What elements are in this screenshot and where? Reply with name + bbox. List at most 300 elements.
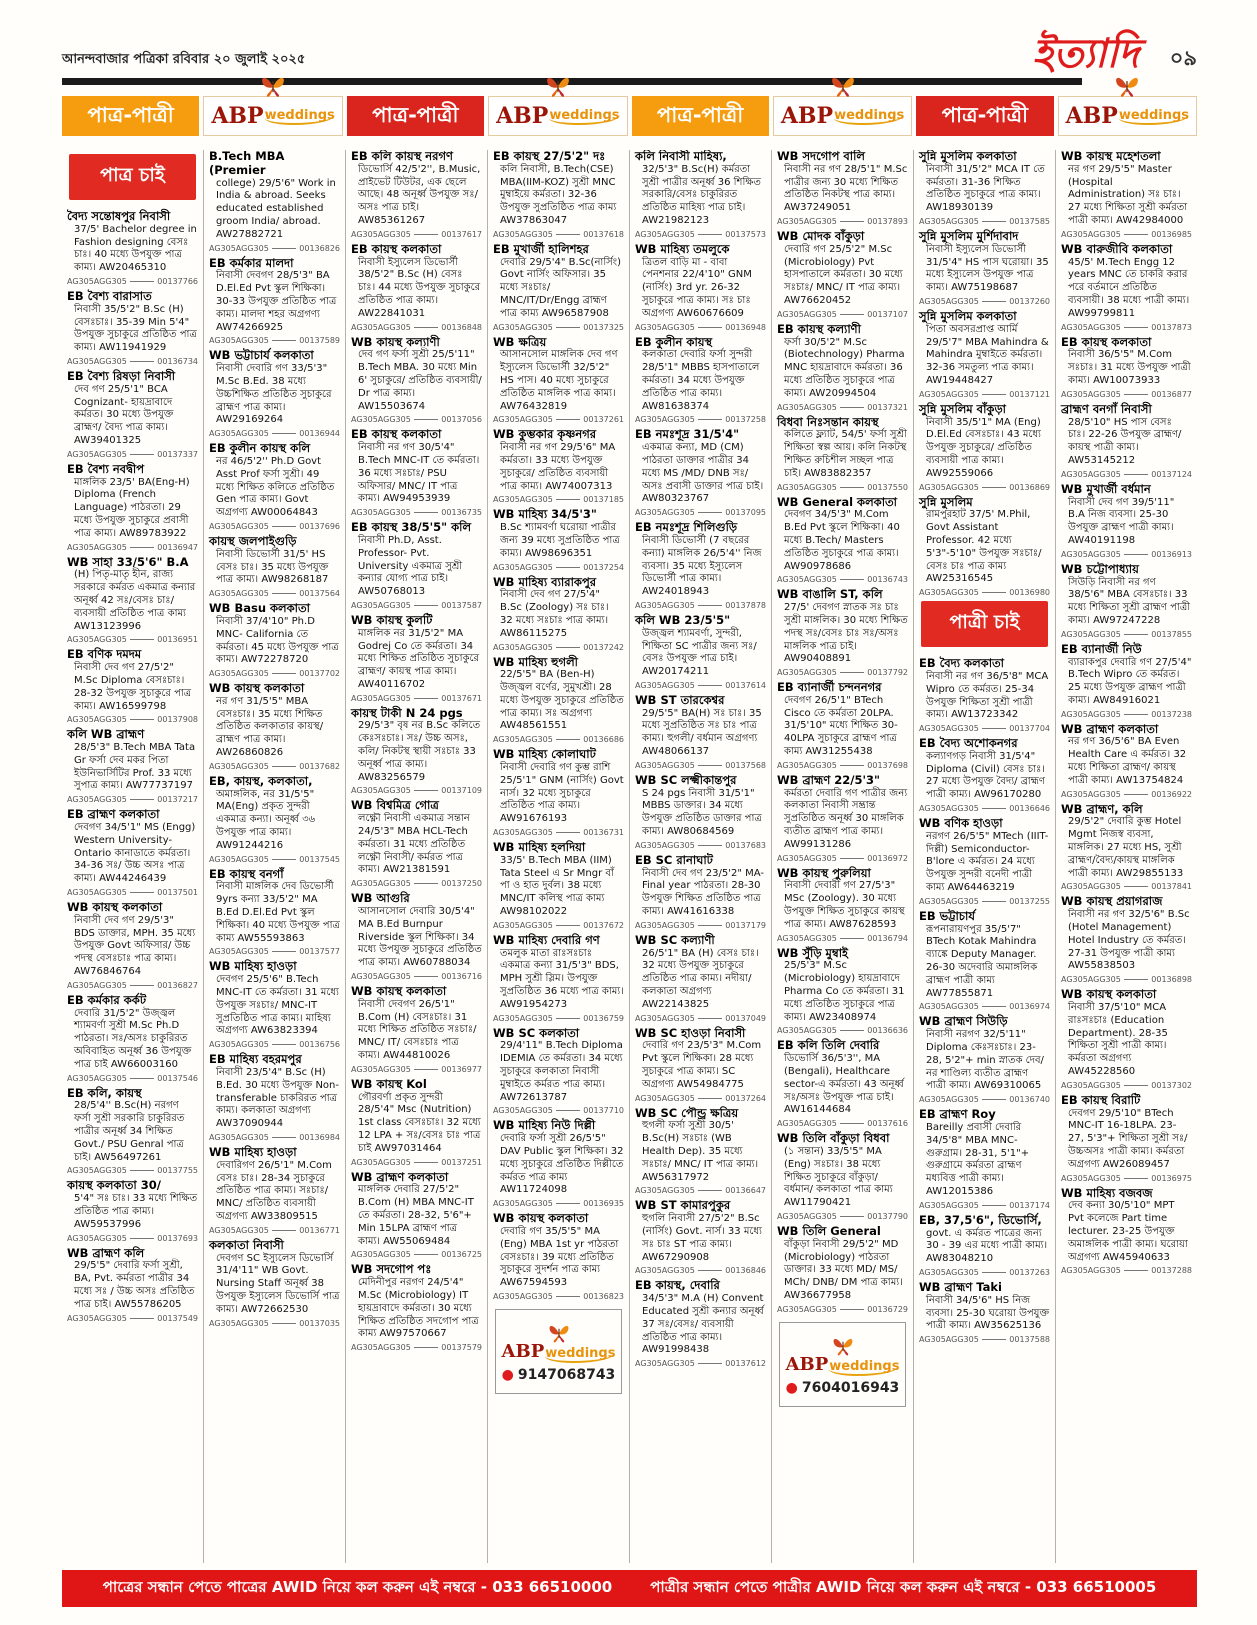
ad-code-rule: [1124, 474, 1148, 475]
ad-code-line: [351, 1065, 482, 1074]
ad-code-number: 00137617: [441, 229, 482, 239]
ad-code-line: [1061, 710, 1192, 719]
bullet-icon: ●: [501, 1366, 514, 1383]
ad-body: নিবাসী দেবারি গণ 33/5'3" M.Sc B.Ed. 38 মধ্যে উচ্চশিক্ষিত প্রতিষ্ঠিত সুচাকুরে ব্রাহ্মণ পাত্র কাম্য। AW29169264: [216, 363, 332, 426]
abp-weddings-text: weddings: [264, 107, 335, 123]
ad-code-prefix: AG305AGG305: [67, 1313, 127, 1323]
ad-body: নিবাসী নর গণ 32/5'6" B.Sc (Hotel Management) Hotel Industry তে কর্মরত। 27-31 উপযুক্ত পাত্রী কাম্য AW55838503: [1068, 909, 1190, 972]
ad-code-number: 00136823: [583, 1291, 624, 1301]
ad-code-prefix: AG305AGG305: [777, 933, 837, 943]
ad-body: দেবগণ SC ইস্যুলেস ডিভোর্সি 31/4'11" WB Govt. Nursing Staff অনূর্ধ্ব 38 উপযুক্ত ইস্যুলেস ডিভোর্সি পাত্র কাম্য। AW72662530: [216, 1252, 340, 1315]
classified-ad: [777, 681, 908, 770]
ad-body: নিবাসী দেব গণ 29/5'3" BDS ডাক্তার, MPH. 35 মধ্যে উপযুক্ত Govt অফিসার/ উচ্চ পদস্থ বেসঃচাঃ পাত্র কাম্য। AW76846764: [74, 914, 196, 978]
ad-code-number: 00137263: [1009, 1267, 1050, 1277]
ad-code-rule: [1124, 634, 1148, 635]
ad-body: ত্রিতল বাড়ি মা - বাবা পেনশনার 22/4'10" GNM (নার্সিং) 3rd yr. 26-32 সুচাকুরে পাত্র কাম্য। সঃ চাঃ অগ্রগণ্য AW60676609: [642, 256, 752, 319]
ad-code-number: 00136898: [1151, 975, 1192, 985]
ad-heading: WB কায়স্থ কল্যাণী: [351, 334, 440, 349]
ad-code-number: 00136743: [867, 575, 908, 585]
ad-heading: WB কায়স্থ কলকাতা: [1061, 987, 1157, 1002]
ad-code-number: 00137095: [725, 508, 766, 518]
classified-ad: [635, 934, 766, 1023]
ad-body: নিবাসী মাঙ্গলিক দেব ডিভোর্সী 9yrs কন্যা 33/5'2" MA B.Ed D.El.Ed Pvt স্কুল শিক্ষিকা। 40 মধ্যে উপযুক্ত পাত্র কাম্য AW55593863: [216, 881, 340, 944]
ad-body: মাঙ্গলিক নর 31/5'2" MA Godrej Co তে কর্মরতা। 34 মধ্যে শিক্ষিত প্রতিষ্ঠিত সুচাকুরে ব্রাহ্মণ/ কায়স্থ পাত্র কাম্য। AW40116702: [358, 627, 479, 690]
ad-code-line: [67, 450, 198, 459]
abp-logo-text: ABP: [785, 1353, 829, 1375]
classified-ad: [1061, 803, 1192, 892]
ad-code-prefix: AG305AGG305: [635, 1013, 695, 1023]
classified-ad: [209, 868, 340, 957]
ad-code-prefix: AG305AGG305: [493, 1106, 553, 1116]
ad-code-rule: [982, 728, 1006, 729]
ad-code-number: 00137302: [1151, 1080, 1192, 1090]
ad-code-number: 00137185: [583, 495, 624, 505]
ad-code-rule: [982, 1272, 1006, 1273]
ad-code-number: 00136734: [157, 356, 198, 366]
ad-code-rule: [414, 327, 438, 328]
ad-code-line: [351, 1158, 482, 1167]
ad-heading: WB তিলি General: [777, 1223, 881, 1238]
ad-heading: সুন্নি মুসলিম কলকাতা: [919, 308, 1017, 323]
ad-code-rule: [698, 1018, 722, 1019]
classified-ad: [635, 1199, 766, 1275]
section-logo-ityadi: ইত্যাদি: [1032, 30, 1139, 77]
ad-code-rule: [698, 685, 722, 686]
ad-code-number: 00137035: [299, 1318, 340, 1328]
ad-body: দেবারি 31/5'2" উজ্জ্বল শ্যামবর্ণা সুশ্রী M.Sc Ph.D পাঠরতা। সঃ/অসঃ চাকুরিরত অবিবাহিত অনূর্ধ্ব 36 উপযুক্ত পাত্র চাই AW66003160: [74, 1007, 192, 1070]
abp-weddings-text: weddings: [1118, 107, 1190, 123]
ad-code-rule: [1124, 714, 1148, 715]
ad-code-prefix: AG305AGG305: [209, 1225, 269, 1235]
ad-heading: WB ST তারকেশ্বর: [635, 692, 725, 707]
ad-heading: WB SC কল্যাণী: [635, 932, 715, 947]
ad-body: 45/5' M.Tech Engg 12 years MNC তে চাকরি করার পরে বর্তমানে প্রতিষ্ঠিত ব্যবসায়ী। 38 মধ্যে পাত্রী কাম্য। AW99799811: [1068, 256, 1190, 319]
ad-code-rule: [414, 1162, 438, 1163]
abp-logo-text: ABP: [1065, 103, 1118, 129]
ad-code-rule: [130, 361, 154, 362]
ad-body: 32/5'3" B.Sc(H) কর্মরতা সুশ্রী পাত্রীর অনূর্ধ্ব 36 শিক্ষিত সরকারি/বেসঃ চাকুরিরত প্রতিষ্ঠিত মাহিষ্য পাত্র চাই। AW21982123: [642, 163, 761, 226]
ad-heading: EB SC রানাঘাট: [635, 852, 713, 867]
ad-heading: WB সদগোপ পঃ: [351, 1262, 432, 1277]
ad-code-line: [351, 601, 482, 610]
ad-code-line: [351, 415, 482, 424]
ad-heading: WB মাহিষ্য নিউ দিল্লী: [493, 1118, 596, 1133]
ad-code-rule: [272, 593, 296, 594]
ad-heading: WB SC হাওড়া নিবাসী: [635, 1025, 746, 1040]
ad-code-line: [1061, 630, 1192, 639]
ad-heading: বিধবা নিঃসন্তান কায়স্থ: [777, 414, 879, 429]
ad-code-rule: [556, 327, 580, 328]
ad-code-number: 00136913: [1151, 549, 1192, 559]
ad-heading: EB কুলীন কায়স্থ কলি: [209, 441, 311, 456]
butterfly-icon: [258, 71, 288, 101]
classified-ad: [351, 521, 482, 610]
abp-phone-box: [779, 1322, 906, 1407]
ad-body: মাঙ্গলিক দেবারি 27/5'2" B.Com (H) MBA MNC-IT তে কর্মরতা। 28-32, 5'6"+ Min 15LPA ব্রাহ্মণ পাত্র কাম্য। AW55069484: [358, 1184, 474, 1247]
ad-code-prefix: AG305AGG305: [635, 760, 695, 770]
ad-code-line: [209, 1226, 340, 1235]
ad-code-prefix: AG305AGG305: [351, 972, 411, 982]
footer-bar: [62, 1570, 1197, 1607]
ad-code-prefix: AG305AGG305: [351, 879, 411, 889]
phone-number: ● 7604016943: [785, 1379, 900, 1396]
ad-code-line: [919, 804, 1050, 813]
ad-code-prefix: AG305AGG305: [67, 1166, 127, 1176]
ad-heading: WB কায়স্থ কলকাতা: [351, 984, 447, 999]
ad-body: দেবারি ফর্সা সুশ্রী 26/5'5" DAV Public স্কুল শিক্ষিকা। 32 মধ্যে সুচাকুরে প্রতিষ্ঠিত দিল্লীতে কর্মরত পাত্র কাম্য AW11724098: [500, 1133, 624, 1196]
strip-title-box: [632, 96, 769, 136]
ad-code-prefix: AG305AGG305: [777, 575, 837, 585]
ad-code-line: [635, 761, 766, 770]
ad-code-rule: [556, 925, 580, 926]
ad-code-line: [351, 323, 482, 332]
ad-body: 34/5'3" M.A (H) Convent Educated সুশ্রী কন্যার অনূর্ধ্ব 37 সঃ/বেসঃ/ ব্যবসায়ী প্রতিষ্ঠিত পাত্র কাম্য। AW91998438: [642, 1293, 764, 1356]
strip-abp-logo-box: [1058, 96, 1197, 136]
ad-body: নিবাসী 37/4'10" Ph.D MNC- California তে কর্মরতা। 45 মধ্যে উপযুক্ত পাত্র কাম্য। AW72278720: [216, 615, 339, 666]
ad-heading: WB কুম্ভকার কৃষ্ণনগর: [493, 427, 597, 442]
ad-code-prefix: AG305AGG305: [351, 1250, 411, 1260]
ad-code-rule: [698, 925, 722, 926]
ad-heading: EB কুলীন কায়স্থ: [635, 334, 713, 349]
ad-code-rule: [272, 1230, 296, 1231]
ad-body: সিউড়ি নিবাসী নর গণ 38/5'6" MBA বেসঃচাঃ। 33 মধ্যে শিক্ষিতা সুশ্রী ব্রাহ্মণ পাত্রী কাম্য। AW97247228: [1068, 576, 1191, 626]
classified-ad: [777, 1225, 908, 1314]
ad-code-prefix: AG305AGG305: [777, 1119, 837, 1129]
ad-heading: WB বিশ্বমিত্র গোত্র: [351, 798, 439, 813]
classified-ad: [1061, 243, 1192, 332]
ad-body: নিবাসী Ph.D, Asst. Professor- Pvt. University একমাত্র সুশ্রী কন্যার যোগ্য পাত্র চাই। AW50768013: [358, 534, 463, 598]
classified-ad: [67, 370, 198, 459]
ads-column: [487, 150, 629, 1563]
ad-heading: EB ব্রাহ্মণ Roy: [919, 1107, 996, 1122]
classified-ad: [1061, 895, 1192, 984]
ad-code-rule: [556, 1018, 580, 1019]
ad-heading: EB, 37,5'6", ডিভোর্সি,: [919, 1212, 1042, 1227]
ad-code-number: 00137250: [441, 879, 482, 889]
ad-code-number: 00137258: [725, 415, 766, 425]
ad-code-line: [635, 601, 766, 610]
ad-code-prefix: AG305AGG305: [351, 1343, 411, 1353]
butterfly-icon: [1112, 71, 1142, 101]
ad-code-rule: [698, 605, 722, 606]
ad-heading: WB মাহিষ্য ব্যারাকপুর: [493, 574, 597, 589]
ad-body: নিবাসী দেব গণ 27/5'2" M.Sc Diploma বেসঃচাঃ। 28-32 উপযুক্ত সুচাকুরে পাত্র কাম্য। AW16599798: [74, 662, 192, 712]
ad-body: নিবাসী দেবগণ 26/5'1" B.Com (H) বেসঃচাঃ। 31 মধ্যে শিক্ষিত প্রতিষ্ঠিত সঃচাঃ/ MNC/ IT/ বেসঃচাঃ পাত্র কাম্য। AW44810026: [358, 998, 477, 1062]
ad-code-line: [209, 855, 340, 864]
ad-code-rule: [272, 433, 296, 434]
abp-weddings-text: weddings: [545, 1345, 616, 1361]
ad-code-prefix: AG305AGG305: [777, 216, 837, 226]
ad-code-number: 00137549: [157, 1313, 198, 1323]
ad-code-rule: [414, 883, 438, 884]
ad-heading: কায়স্থ কলকাতা 30/: [67, 1178, 161, 1193]
bullet-icon: ●: [785, 1379, 798, 1396]
ad-code-prefix: AG305AGG305: [635, 1093, 695, 1103]
ad-code-number: 00136877: [1151, 389, 1192, 399]
ad-code-prefix: AG305AGG305: [67, 1233, 127, 1243]
ad-code-prefix: AG305AGG305: [777, 482, 837, 492]
ad-code-prefix: AG305AGG305: [919, 296, 979, 306]
ad-code-number: 00136759: [583, 1013, 624, 1023]
ad-code-rule: [272, 951, 296, 952]
ad-body: নিবাসী দেবগণ 28/5'3" BA D.El.Ed Pvt স্কুল শিক্ষিকা। 30-33 উপযুক্ত প্রতিষ্ঠিত পাত্র কাম্য। মালদা শহর অগ্রগণ্য AW74266925: [216, 270, 337, 333]
ad-body: ফর্সা 30/5'2" M.Sc (Biotechnology) Pharma MNC হায়দ্রাবাদে কর্মরতা। 36 মধ্যে প্রতিষ্ঠিত সুচাকুরে পাত্র কাম্য। AW20994504: [784, 336, 905, 399]
ad-code-line: [919, 297, 1050, 306]
ad-body: নিবাসী ইস্যুলেস ডিভোর্সী 38/5'2" B.Sc (H) বেসঃ চাঃ। 44 মধ্যে উপযুক্ত সুচাকুরে প্রতিষ্ঠিত পাত্র কাম্য। AW22841031: [358, 256, 481, 319]
classified-ad: [635, 1279, 766, 1368]
ad-code-number: 00137587: [441, 600, 482, 610]
classified-ad: [919, 1214, 1050, 1277]
ad-code-number: 00136686: [583, 735, 624, 745]
ad-body: গৌরবর্ণা প্রকৃত সুন্দরী 28/5'4" Msc (Nutrition) 1st class বেসঃচাঃ। 32 মধ্যে 12 LPA + সঃ/বেসঃ চাঃ পাত্র চাই AW97031464: [358, 1091, 481, 1154]
ad-code-prefix: AG305AGG305: [493, 495, 553, 505]
ad-code-line: [635, 1094, 766, 1103]
classified-ad: [209, 150, 340, 253]
section-header: পাত্রী চাই: [921, 601, 1048, 647]
ad-code-rule: [414, 790, 438, 791]
ad-code-rule: [698, 512, 722, 513]
ad-code-prefix: AG305AGG305: [493, 1013, 553, 1023]
ad-code-line: [919, 1268, 1050, 1277]
ad-code-line: [209, 947, 340, 956]
classified-ad: [209, 602, 340, 678]
ad-code-number: 00137321: [867, 402, 908, 412]
abp-logo-text: ABP: [211, 103, 264, 129]
classified-ad: [1061, 1187, 1192, 1276]
ad-code-line: [493, 415, 624, 424]
abp-logo-text: ABP: [501, 1340, 545, 1362]
ads-column: [771, 150, 913, 1563]
ad-code-number: 00136948: [725, 322, 766, 332]
ad-heading: WB SC কলকাতা: [493, 1025, 580, 1040]
ad-heading: WB মাহিষ্য তমলুকে: [635, 241, 730, 256]
ad-code-prefix: AG305AGG305: [67, 356, 127, 366]
ad-heading: WB আগুরি: [351, 891, 410, 906]
ad-code-prefix: AG305AGG305: [351, 1064, 411, 1074]
ad-body: মাঙ্গলিক 23/5' BA(Eng-H) Diploma (French Language) পাঠরতা। 29 মধ্যে উপযুক্ত সুচাকুরে প্রবাসী পাত্র কাম্য। AW89783922: [74, 476, 190, 539]
ad-code-prefix: AG305AGG305: [919, 724, 979, 734]
classified-ad: [1061, 483, 1192, 559]
ad-code-rule: [698, 234, 722, 235]
ad-code-number: 00137251: [441, 1157, 482, 1167]
ad-body: উজ্জ্বল শ্যামবর্ণা, সুন্দরী, শিক্ষিতা SC পাত্রীর জন্য সঃ/বেসঃ উপযুক্ত পাত্র চাই। AW20174211: [642, 627, 757, 678]
ad-code-rule: [982, 487, 1006, 488]
ad-code-number: 00137124: [1151, 469, 1192, 479]
ad-code-line: [493, 921, 624, 930]
ad-code-prefix: AG305AGG305: [67, 635, 127, 645]
ad-code-line: [209, 336, 340, 345]
ad-code-prefix: AG305AGG305: [919, 1200, 979, 1210]
ad-heading: সুন্নি মুসলিম বাঁকুড়া: [919, 401, 1007, 416]
ad-heading: WB ভট্টাচার্য কলকাতা: [209, 348, 314, 363]
ad-heading: WB কায়স্থ কুলটি: [351, 612, 433, 627]
ad-body: কল্যাণগড় নিবাসী 31/5'4" Diploma (Civil) বেসঃ চাঃ। 27 মধ্যে উপযুক্ত বৈদ্য/ ব্রাহ্মণ পাত্রী কাম্য। AW96170280: [926, 750, 1045, 801]
ads-column: [62, 150, 203, 1563]
abp-logo: [500, 1342, 617, 1361]
ad-code-rule: [130, 547, 154, 548]
ad-code-prefix: AG305AGG305: [209, 1133, 269, 1142]
ad-code-rule: [840, 221, 864, 222]
ad-code-number: 00137550: [867, 482, 908, 492]
ad-code-line: [919, 390, 1050, 399]
ad-code-rule: [556, 647, 580, 648]
ad-code-prefix: AG305AGG305: [635, 600, 695, 610]
footer-groom-hotline: পাত্রের সন্ধান পেতে পাত্রের AWID নিয়ে কল করুন এই নম্বরে - 033 66510000: [102, 1578, 613, 1596]
ad-heading: EB কলি, কায়স্থ: [67, 1085, 142, 1100]
ad-code-number: 00137878: [725, 600, 766, 610]
ad-code-rule: [272, 340, 296, 341]
ad-code-rule: [1124, 979, 1148, 980]
ad-code-line: [209, 589, 340, 598]
ad-code-rule: [840, 672, 864, 673]
strip-title-label: পাত্র-পাত্রী: [657, 102, 744, 127]
ad-code-prefix: AG305AGG305: [777, 668, 837, 678]
ad-code-line: [493, 1014, 624, 1023]
ad-code-number: 00137501: [157, 888, 198, 898]
ad-code-rule: [982, 1006, 1006, 1007]
ad-body: দেবগণ 26/5'1" BTech Cisco তে কর্মরতা 20LPA. 31/5'10" মধ্যে শিক্ষিত 30-40LPA সুচাকুরে ব্রাহ্মণ পাত্র কাম্য AW31255438: [784, 694, 898, 758]
classified-ad: [1061, 150, 1192, 239]
classified-ad: [493, 150, 624, 239]
ad-code-line: [1061, 1081, 1192, 1090]
ad-code-prefix: AG305AGG305: [919, 482, 979, 492]
ad-code-number: 00137672: [583, 920, 624, 930]
butterfly-icon: [828, 71, 858, 101]
ad-code-line: [209, 429, 340, 438]
classified-ad: [777, 1132, 908, 1221]
classified-ad: [493, 576, 624, 652]
ad-body: 5'4" সঃ চাঃ। 33 মধ্যে শিক্ষিত প্রতিষ্ঠিত পাত্র কাম্য। AW59537996: [74, 1193, 198, 1230]
ad-heading: বৈদ্য সন্তোষপুর নিবাসী: [67, 209, 171, 223]
classified-ad: [351, 150, 482, 239]
ad-code-prefix: AG305AGG305: [67, 980, 127, 990]
ad-code-number: 00137255: [1009, 896, 1050, 906]
ad-code-number: 00137855: [1151, 629, 1192, 639]
ad-code-rule: [272, 859, 296, 860]
strip-title-box: [916, 96, 1053, 136]
ad-code-number: 00137288: [1151, 1266, 1192, 1276]
ad-body: ডিভোর্সি 36/5'3'', MA (Bengali), Healthcare sector-এ কর্মরতা। 43 অনূর্ধ্ব সঃ/অসঃ উপযুক্ত পাত্র চাই। AW16144684: [784, 1053, 904, 1116]
classified-ad: [919, 657, 1050, 733]
ad-code-prefix: AG305AGG305: [351, 322, 411, 332]
ad-heading: WB ST কামারপুকুর: [635, 1198, 731, 1213]
ad-code-number: 00137260: [1009, 296, 1050, 306]
classified-ad: [635, 150, 766, 239]
ad-code-number: 00137693: [157, 1233, 198, 1243]
ad-heading: EB ব্যানার্জী চন্দননগর: [777, 680, 882, 695]
ad-code-rule: [414, 419, 438, 420]
ad-heading: WB মাহিষ্য কোলাঘাট: [493, 747, 596, 762]
ad-code-rule: [272, 1044, 296, 1045]
ad-code-number: 00136731: [583, 828, 624, 838]
ad-body: কলকাতা দেবারি ফর্সা সুন্দরী 28/5'1" MBBS হাসপাতালে কর্মরতা। 34 মধ্যে উপযুক্ত প্রতিষ্ঠিত পাত্র কাম্য। AW81638374: [642, 349, 760, 412]
ad-body: Bareilly প্রবাসী দেবারি 34/5'8" MBA MNC-গুরুগ্রাম। 28-31, 5'1"+ গুরুগ্রামে কর্মরতা ব্রাহ্মণ মধ্যবিত্ত পাত্রী কাম্য। AW12015386: [926, 1122, 1030, 1197]
ad-code-prefix: AG305AGG305: [209, 854, 269, 864]
ad-code-number: 00137682: [299, 761, 340, 771]
columns: [62, 150, 1197, 1563]
ad-code-prefix: AG305AGG305: [493, 562, 553, 572]
ad-heading: WB SC লক্ষ্মীকান্তপুর: [635, 772, 737, 787]
ad-code-rule: [414, 1347, 438, 1348]
ad-code-prefix: AG305AGG305: [209, 947, 269, 957]
ad-heading: EB বৈদ্য কলকাতা: [919, 656, 1005, 671]
strip-title-label: পাত্র-পাত্রী: [372, 102, 459, 127]
ad-code-line: [919, 588, 1050, 597]
ad-heading: সুন্নি মুসলিম: [919, 494, 973, 509]
ad-code-number: 00137671: [441, 693, 482, 703]
ad-body: হুগলি নিবাসী 27/5'2" B.Sc (নার্সিং) Govt. নার্স। 33 মধ্যে সঃ চাঃ ST পাত্র কাম্য। AW67290908: [642, 1213, 762, 1263]
ad-code-number: 00136716: [441, 972, 482, 982]
ad-body: নিবাসী নরগণ 32/5'11" Diploma কেঃসঃচাঃ। 23-28, 5'2"+ min স্নাতক দেব/নর শাণ্ডিল্য ব্যতীত ব্রাহ্মণ পাত্রী কাম্য। AW69310065: [926, 1029, 1044, 1092]
classified-ad: [777, 1039, 908, 1128]
ad-heading: WB মাহিষ্য বজবজ: [1061, 1185, 1153, 1200]
ad-heading: WB মাহিষ্য দেবারি গণ: [493, 932, 600, 947]
ad-heading: WB মাহিষ্য 34/5'3": [493, 507, 597, 522]
ad-body: college) 29/5'6" Work in India & abroad. Seeks educated established groom India/ abroad. AW27882721: [216, 177, 336, 240]
ad-body: নিবাসী 23/5'4" B.Sc (H) B.Ed. 30 মধ্যে উপযুক্ত Non-transferable চাকরিরত পাত্র কাম্য। কলকাতা অগ্রগণ্য AW37090944: [216, 1067, 339, 1130]
ad-code-line: [351, 972, 482, 981]
ad-code-number: 00136646: [1009, 804, 1050, 814]
ad-body: কর্মরতা দেবারি গণ পাত্রীর জন্য কলকাতা নিবাসী সম্ভ্রান্ত সুপ্রতিষ্ঠিত অনূর্ধ্ব 30 মাঙ্গলিক ব্যতীত ব্রাহ্মণ পাত্র কাম্য। AW99131286: [784, 787, 908, 850]
abp-phone-box: [495, 1309, 622, 1394]
ad-code-prefix: AG305AGG305: [351, 415, 411, 425]
classified-ad: [209, 775, 340, 864]
ad-heading: WB ব্রাহ্মণ কলি: [67, 1245, 145, 1260]
abp-weddings-text: weddings: [829, 1358, 900, 1374]
ad-heading: EB বৈশ্য বারাসাত: [67, 288, 152, 303]
classified-ad: [635, 336, 766, 425]
ad-body: পিতা অবসরপ্রাপ্ত আর্মি 29/5'7" MBA Mahindra & Mahindra মুম্বাইতে কর্মরতা। 32-36 সমতুল্য পাত্র কাম্য। AW19448427: [926, 323, 1049, 386]
ad-code-number: 00136972: [867, 853, 908, 863]
ad-code-rule: [556, 739, 580, 740]
ad-heading: WB ব্রাহ্মণ 22/5'3": [777, 772, 880, 787]
ad-code-rule: [698, 1098, 722, 1099]
classified-ad: [351, 428, 482, 517]
classified-ad: [919, 910, 1050, 1012]
ad-heading: WB কায়স্থ পুরুলিয়া: [777, 865, 871, 880]
ad-code-number: 00136827: [157, 980, 198, 990]
ad-code-rule: [1124, 1085, 1148, 1086]
ad-body: রামপুরহাট 37/5' M.Phil, Govt Assistant Professor. 42 মধ্যে 5'3"-5'10" উপযুক্ত সঃচাঃ/ বেসঃ চাঃ পাত্র কাম্য AW25316545: [926, 509, 1042, 585]
ad-body: দেবগণ 25/5'6" B.Tech MNC-IT তে কর্মরতা। 31 মধ্যে উপযুক্ত সঃচাঃ/ MNC-IT সুপ্রতিষ্ঠিত পাত্র কাম্য। মাহিষ্য অগ্রগণ্য AW63823394: [216, 974, 339, 1037]
ad-body: লক্ষ্ণৌ নিবাসী একমাত্র সন্তান 24/5'3" MBA HCL-Tech কর্মরতা। 31 মধ্যে প্রতিষ্ঠিত লক্ষ্ণৌ নিবাসী/ কর্মরত পাত্র কাম্য। AW21381591: [358, 813, 470, 876]
ad-code-prefix: AG305AGG305: [351, 786, 411, 796]
ad-code-line: [1061, 470, 1192, 479]
ad-code-number: 00136869: [1009, 482, 1050, 492]
ad-code-number: 00137179: [725, 920, 766, 930]
ad-code-line: [777, 310, 908, 319]
ad-body: নিবাসী ডিভোর্সী 31/5' HS বেসঃ চাঃ। 35 মধ্যে উপযুক্ত পাত্র কাম্য। AW98268187: [216, 548, 329, 586]
classified-ad: [635, 854, 766, 930]
classified-ad: [1061, 403, 1192, 479]
classified-ad: [919, 1108, 1050, 1210]
ad-heading: EB ব্রাহ্মণ কলকাতা: [67, 807, 160, 822]
classified-ad: [919, 1281, 1050, 1344]
ad-code-number: 00136725: [441, 1250, 482, 1260]
ad-heading: WB বাঙালি ST, কলি: [777, 587, 883, 602]
ad-code-prefix: AG305AGG305: [209, 669, 269, 679]
ad-code-rule: [698, 765, 722, 766]
ad-code-rule: [556, 419, 580, 420]
ad-body: 29/4'11" B.Tech Diploma IDEMIA তে কর্মরতা। 34 মধ্যে সুচাকুরে কলকাতা নিবাসী মুম্বাইতে কর্মরত পাত্র কাম্য। AW72613787: [500, 1040, 623, 1103]
strip-abp-logo-box: [773, 96, 912, 136]
ad-code-number: 00137792: [867, 668, 908, 678]
ad-code-prefix: AG305AGG305: [209, 429, 269, 439]
ad-code-rule: [272, 248, 296, 249]
ad-code-rule: [982, 301, 1006, 302]
page-number: ০৯: [1169, 46, 1197, 70]
ad-heading: WB বারুজীবি কলকাতা: [1061, 241, 1173, 256]
